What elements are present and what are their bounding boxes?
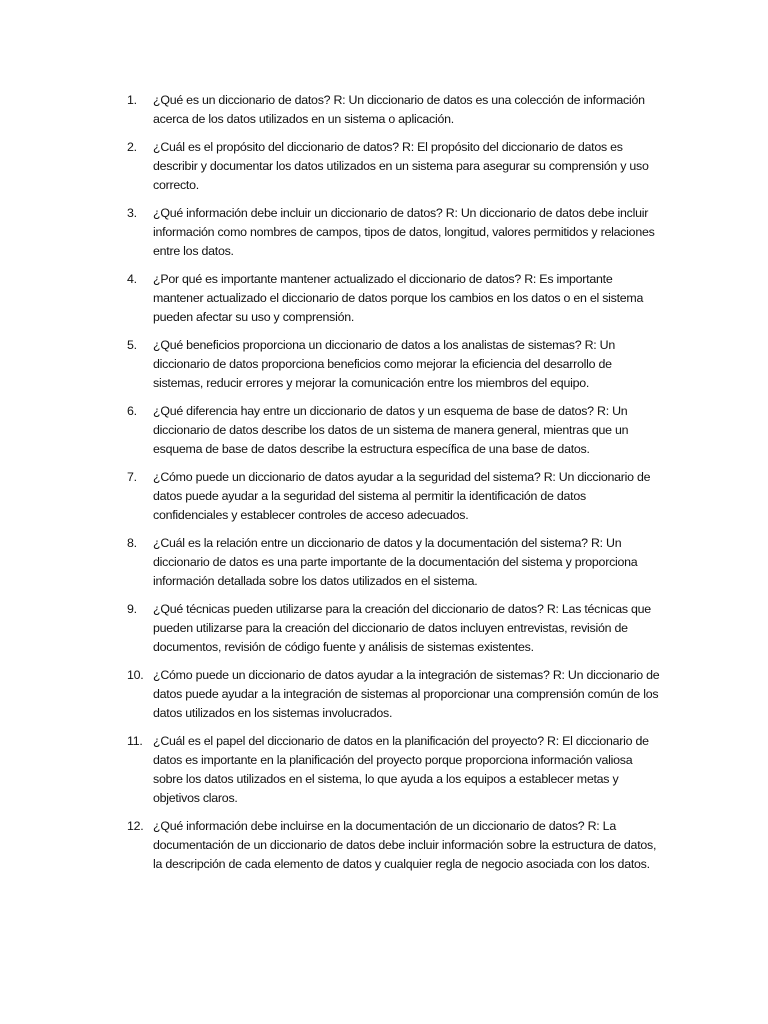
item-number: 9. [127, 602, 137, 616]
list-item [127, 138, 663, 195]
list-item [127, 336, 663, 393]
item-text: ¿Cómo puede un diccionario de datos ayudar a la integración de sistemas? R: Un diccionario de datos puede ayudar a la integración de sistemas al proporcionar una comprensión común de los datos utilizados en los sistemas involucrados. [153, 668, 660, 720]
item-number: 11. [127, 734, 143, 748]
item-text: ¿Cómo puede un diccionario de datos ayudar a la seguridad del sistema? R: Un diccionario de datos puede ayudar a la seguridad del sistema al permitir la identificación de datos confidenciales y establecer controles de acceso adecuados. [153, 470, 651, 522]
item-text: ¿Qué es un diccionario de datos? R: Un diccionario de datos es una colección de información acerca de los datos utilizados en un sistema o aplicación. [153, 93, 645, 126]
list-item [127, 204, 663, 261]
list-item [127, 402, 663, 459]
list-item [127, 91, 663, 129]
list-item [127, 468, 663, 525]
item-text: ¿Qué diferencia hay entre un diccionario de datos y un esquema de base de datos? R: Un diccionario de datos describe los datos de un sistema de manera general, mientras que un esquema de base de datos describe la estructura específica de una base de datos. [153, 404, 629, 456]
item-number: 3. [127, 206, 137, 220]
item-number: 5. [127, 338, 137, 352]
question-answer-list [127, 91, 663, 883]
item-text: ¿Cuál es el papel del diccionario de datos en la planificación del proyecto? R: El diccionario de datos es importante en la planificación del proyecto porque proporciona información valiosa sobre los datos utilizados en el sistema, lo que ayuda a los equipos a establecer metas y objetivos claros. [153, 734, 649, 805]
item-text: ¿Por qué es importante mantener actualizado el diccionario de datos? R: Es importante mantener actualizado el diccionario de datos porque los cambios en los datos o en el sistema pueden afectar su uso y comprensión. [153, 272, 644, 324]
list-item [127, 600, 663, 657]
item-text: ¿Cuál es la relación entre un diccionario de datos y la documentación del sistema? R: Un diccionario de datos es una parte importante de la documentación del sistema y proporciona información detallada sobre los datos utilizados en el sistema. [153, 536, 638, 588]
item-text: ¿Qué información debe incluir un diccionario de datos? R: Un diccionario de datos debe incluir información como nombres de campos, tipos de datos, longitud, valores permitidos y relaciones entre los datos. [153, 206, 655, 258]
item-number: 12. [127, 819, 144, 833]
list-item [127, 732, 663, 808]
list-item [127, 666, 663, 723]
item-text: ¿Qué técnicas pueden utilizarse para la creación del diccionario de datos? R: Las técnicas que pueden utilizarse para la creación del diccionario de datos incluyen entrevistas, revisión de documentos, revisión de código fuente y análisis de sistemas existentes. [153, 602, 651, 654]
item-number: 7. [127, 470, 137, 484]
item-text: ¿Cuál es el propósito del diccionario de datos? R: El propósito del diccionario de datos es describir y documentar los datos utilizados en un sistema para asegurar su comprensión y uso correcto. [153, 140, 649, 192]
list-item [127, 817, 663, 874]
item-text: ¿Qué información debe incluirse en la documentación de un diccionario de datos? R: La documentación de un diccionario de datos debe incluir información sobre la estructura de datos, la descripción de cada elemento de datos y cualquier regla de negocio asociada con los datos. [153, 819, 657, 871]
item-number: 6. [127, 404, 137, 418]
list-item [127, 270, 663, 327]
item-number: 4. [127, 272, 137, 286]
item-number: 2. [127, 140, 137, 154]
item-number: 1. [127, 93, 137, 107]
list-item [127, 534, 663, 591]
item-number: 8. [127, 536, 137, 550]
item-text: ¿Qué beneficios proporciona un diccionario de datos a los analistas de sistemas? R: Un diccionario de datos proporciona beneficios como mejorar la eficiencia del desarrollo de sistemas, reducir errores y mejorar la comunicación entre los miembros del equipo. [153, 338, 616, 390]
item-number: 10. [127, 668, 144, 682]
